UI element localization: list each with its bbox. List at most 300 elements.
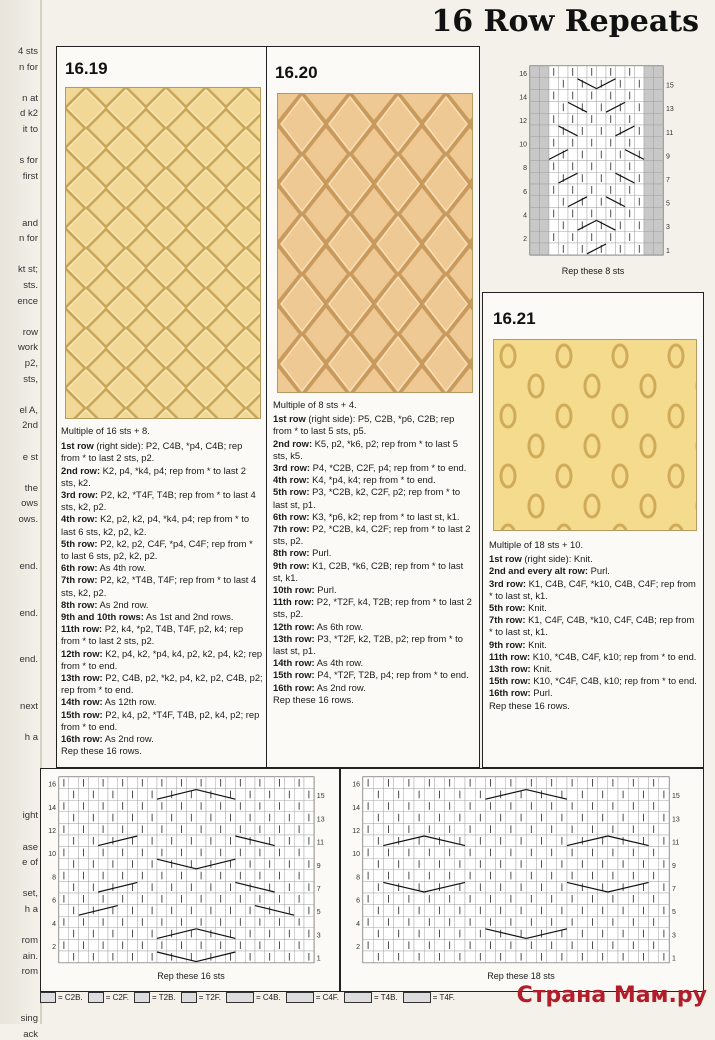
stitch-cell [635, 113, 645, 125]
stitch-cell [226, 847, 236, 859]
stitch-cell [557, 800, 567, 812]
stitch-cell [526, 835, 536, 847]
stitch-cell [294, 951, 304, 963]
row-text: As 4th row. [97, 562, 146, 574]
spine-text-line: next [20, 701, 38, 713]
stitch-cell [137, 812, 147, 824]
stitch-cell [255, 951, 265, 963]
stitch-cell [654, 125, 664, 137]
t2b-symbol-icon [134, 992, 150, 1003]
stitch-cell [516, 939, 526, 951]
spine-text-line: 4 sts [17, 46, 38, 57]
instruction-row [489, 565, 697, 577]
instruction-row [489, 700, 697, 712]
row-number: 9 [666, 153, 670, 161]
spine-text-line: first [22, 170, 38, 182]
stitch-cell [128, 939, 138, 951]
cable-texture [494, 340, 696, 530]
stitch-cell [526, 858, 536, 870]
stitch-cell [536, 823, 546, 835]
stitch-cell [445, 951, 455, 963]
stitch-cell [547, 835, 557, 847]
stitch-cell [638, 823, 648, 835]
stitch-cell [88, 800, 98, 812]
row-label: 4th row: [61, 513, 98, 525]
stitch-cell [69, 893, 79, 905]
stitch-cell [506, 951, 516, 963]
stitch-cell [597, 113, 607, 125]
instruction-row [61, 574, 263, 598]
stitch-cell [186, 939, 196, 951]
stitch-cell [516, 893, 526, 905]
stitch-cell [434, 916, 444, 928]
stitch-cell [485, 812, 495, 824]
row-text: Rep these 16 rows. [489, 699, 570, 711]
stitch-cell [404, 905, 414, 917]
stitch-cell [577, 847, 587, 859]
row-text: Knit. [525, 638, 547, 650]
stitch-cell [606, 243, 616, 255]
stitch-cell [304, 777, 314, 789]
stitch-cell [549, 172, 559, 184]
stitch-cell [373, 777, 383, 789]
stitch-cell [549, 196, 559, 208]
row-number: 15 [672, 793, 680, 801]
stitch-cell [245, 847, 255, 859]
stitch-cell [530, 66, 540, 78]
stitch-cell [167, 893, 177, 905]
spine-text-line: h a [24, 904, 38, 915]
spine-text-line: it to [22, 124, 38, 135]
stitch-cell [547, 881, 557, 893]
stitch-cell [597, 66, 607, 78]
row-number: 12 [48, 828, 56, 835]
stitch-cell [475, 893, 485, 905]
instruction-row [61, 648, 263, 672]
stitch-cell [445, 905, 455, 917]
stitch-cell [567, 858, 577, 870]
stitch-cell [98, 789, 108, 801]
stitch-cell [654, 66, 664, 78]
stitch-cell [628, 928, 638, 940]
stitch-cell [284, 893, 294, 905]
instruction-row [61, 489, 263, 513]
stitch-cell [587, 905, 597, 917]
instruction-row [273, 621, 473, 633]
legend-label: = T4B. [374, 993, 398, 1002]
stitch-cell [445, 928, 455, 940]
stitch-cell [638, 916, 648, 928]
row-text: P2, C4B, p2, *k2, p4, k2, p2, C4B, p2; rep from * to end. [61, 672, 263, 696]
c2f-symbol-icon [88, 992, 104, 1003]
stitch-cell [649, 951, 659, 963]
stitch-cell [577, 800, 587, 812]
stitch-cell [69, 939, 79, 951]
stitch-cell [644, 78, 654, 90]
stitch-cell [549, 101, 559, 113]
stitch-cell [625, 101, 635, 113]
row-text: As 6th row. [314, 620, 364, 632]
row-label: 4th row: [273, 474, 310, 486]
row-text: Rep these 16 rows. [61, 745, 142, 757]
row-text: K1, C4F, C4B, *k10, C4F, C4B; rep from * to last st, k1. [489, 614, 695, 638]
stitch-cell [79, 789, 89, 801]
stitch-cell [536, 939, 546, 951]
stitch-cell [226, 870, 236, 882]
instruction-row [489, 687, 697, 699]
stitch-cell [137, 835, 147, 847]
stitch-cell [536, 870, 546, 882]
stitch-cell [69, 823, 79, 835]
stitch-cell [530, 160, 540, 172]
stitch-cell [88, 777, 98, 789]
stitch-cell [59, 835, 69, 847]
row-label: 3rd row: [489, 577, 526, 589]
stitch-cell [496, 893, 506, 905]
stitch-cell [598, 823, 608, 835]
stitch-cell [547, 951, 557, 963]
stitch-cell [654, 101, 664, 113]
row-text: P2, k4, *p2, T4B, T4F, p2, k4; rep from * to last 2 sts, p2. [61, 623, 244, 647]
stitch-cell [606, 172, 616, 184]
stitch-cell [578, 208, 588, 220]
stitch-cell [98, 951, 108, 963]
stitch-cell [147, 893, 157, 905]
stitch-cell [549, 219, 559, 231]
stitch-cell [654, 243, 664, 255]
instructions-16-19 [61, 425, 263, 757]
spine-text-line: n at [22, 92, 38, 104]
stitch-cell [628, 951, 638, 963]
stitch-cell [434, 870, 444, 882]
stitch-cell [284, 916, 294, 928]
stitch-cell [414, 777, 424, 789]
stitch-cell [394, 800, 404, 812]
stitch-cell [530, 243, 540, 255]
stitch-cell [597, 90, 607, 102]
row-text: P3, *C2B, k2, C2F, p2; rep from * to last st, p1. [273, 486, 461, 510]
stitch-cell [284, 847, 294, 859]
swatch-photo-16-19 [65, 87, 261, 419]
stitch-cell [540, 172, 550, 184]
stitch-cell [547, 858, 557, 870]
row-number: 16 [352, 781, 360, 789]
stitch-cell [559, 113, 569, 125]
stitch-cell [69, 800, 79, 812]
stitch-cell [265, 939, 275, 951]
pattern-id: 16.20 [275, 63, 318, 82]
row-text: Purl. [314, 584, 337, 596]
cable-texture [66, 88, 260, 418]
stitch-cell [275, 928, 285, 940]
stitch-cell [434, 893, 444, 905]
stitch-cell [608, 789, 618, 801]
stitch-cell [373, 847, 383, 859]
stitch-cell [128, 870, 138, 882]
spine-text-line: end. [19, 607, 38, 619]
stitch-cell [137, 858, 147, 870]
stitch-cell [186, 916, 196, 928]
stitch-cell [577, 823, 587, 835]
stitch-cell [654, 113, 664, 125]
legend-item-c2f [88, 992, 129, 1003]
stitch-cell [434, 777, 444, 789]
stitch-cell [616, 208, 626, 220]
pattern-id: 16.21 [493, 309, 536, 328]
stitch-cell [118, 858, 128, 870]
stitch-cell [394, 939, 404, 951]
stitch-cell [294, 812, 304, 824]
stitch-cell [128, 916, 138, 928]
stitch-cell [557, 939, 567, 951]
stitch-cell [598, 800, 608, 812]
stitch-cell [638, 777, 648, 789]
stitch-cell [245, 916, 255, 928]
stitch-cell [88, 893, 98, 905]
stitch-cell [628, 812, 638, 824]
stitch-cell [108, 823, 118, 835]
row-label: 3rd row: [273, 462, 310, 474]
stitch-cell [559, 90, 569, 102]
stitch-cell [506, 905, 516, 917]
stitch-cell [206, 847, 216, 859]
stitch-cell [587, 858, 597, 870]
stitch-cell [414, 800, 424, 812]
stitch-cell [635, 208, 645, 220]
stitch-cell [118, 951, 128, 963]
instruction-row [61, 611, 263, 623]
stitch-cell [644, 172, 654, 184]
stitch-cell [654, 137, 664, 149]
stitch-cell [206, 893, 216, 905]
stitch-cell [530, 231, 540, 243]
stitch-cell [597, 208, 607, 220]
stitch-cell [128, 800, 138, 812]
stitch-cell [616, 231, 626, 243]
row-number: 3 [316, 932, 321, 940]
stitch-cell [587, 149, 597, 161]
stitch-cell [625, 78, 635, 90]
stitch-cell [516, 916, 526, 928]
stitch-cell [618, 800, 628, 812]
instruction-row [273, 560, 473, 584]
stitch-cell [394, 823, 404, 835]
spine-text-line: and [22, 217, 38, 229]
row-number: 3 [666, 224, 670, 232]
swatch-photo-16-20 [277, 93, 473, 393]
stitch-cell [547, 812, 557, 824]
stitch-cell [608, 905, 618, 917]
spine-text-line: d k2 [20, 108, 38, 120]
row-text: P3, *T2F, k2, T2B, p2; rep from * to last st, p1. [273, 632, 463, 657]
row-number: 6 [523, 188, 527, 196]
spine-text-line: end. [19, 654, 38, 666]
stitch-cell [618, 893, 628, 905]
page-title: 16 Row Repeats [431, 4, 699, 39]
stitch-cell [424, 812, 434, 824]
instruction-row [273, 474, 473, 486]
stitch-cell [294, 905, 304, 917]
stitch-cell [526, 905, 536, 917]
row-number: 4 [52, 920, 56, 928]
stitch-cell [59, 789, 69, 801]
stitch-cell [587, 172, 597, 184]
instruction-row [273, 523, 473, 547]
row-text: P4, *C2B, C2F, p4; rep from * to end. [309, 462, 467, 474]
stitch-cell [137, 789, 147, 801]
row-label: 10th row: [273, 584, 315, 596]
stitch-cell [618, 823, 628, 835]
spine-text-line: p2, [24, 358, 38, 369]
row-number: 12 [519, 118, 527, 125]
row-text: As 4th row. [314, 657, 364, 669]
spine-text-line: sing [20, 1013, 38, 1025]
spine-text-line: e st [22, 451, 38, 463]
row-label: 5th row: [273, 486, 310, 498]
stitch-cell [445, 858, 455, 870]
stitch-cell [118, 928, 128, 940]
stitch-cell [618, 847, 628, 859]
row-number: 4 [356, 920, 360, 928]
row-label: 2nd row: [273, 437, 313, 449]
spine-text-line: end. [19, 560, 38, 572]
spine-text-line: kt st; [17, 264, 38, 276]
stitch-cell [644, 243, 654, 255]
stitch-cell [530, 172, 540, 184]
row-number: 5 [666, 200, 670, 208]
stitch-cell [424, 858, 434, 870]
stitch-cell [506, 835, 516, 847]
row-text: P2, k2, *T4B, T4F; rep from * to last 4 sts, k2, p2. [61, 574, 257, 598]
row-number: 8 [356, 874, 360, 882]
row-number: 8 [52, 874, 56, 882]
stitch-cell [147, 823, 157, 835]
stitch-cell [526, 951, 536, 963]
stitch-cell [235, 858, 245, 870]
row-label: 3rd row: [61, 489, 98, 501]
stitch-cell [414, 893, 424, 905]
legend-label: = C2F. [105, 993, 130, 1002]
instruction-row [489, 663, 697, 675]
spine-text-line: n for [18, 61, 38, 73]
multiple-text: Multiple of 8 sts + 4. [273, 399, 357, 410]
stitch-cell [549, 78, 559, 90]
stitch-cell [424, 951, 434, 963]
stitch-cell [59, 951, 69, 963]
stitch-cell [455, 893, 465, 905]
row-number: 4 [523, 212, 527, 220]
stitch-cell [597, 137, 607, 149]
instruction-row [61, 623, 263, 647]
stitch-cell [577, 893, 587, 905]
row-text: K10, *C4F, C4B, k10; rep from * to end. [530, 675, 697, 687]
stitch-cell [530, 219, 540, 231]
stitch-cell [557, 916, 567, 928]
stitch-cell [414, 847, 424, 859]
stitch-cell [394, 777, 404, 789]
stitch-cell [618, 916, 628, 928]
row-label: 2nd row: [61, 464, 101, 476]
stitch-cell [404, 812, 414, 824]
t4b-symbol-icon [344, 992, 372, 1003]
pattern-id: 16.19 [65, 59, 108, 78]
row-text: As 1st and 2nd rows. [143, 611, 234, 623]
row-label: 12th row: [61, 647, 103, 659]
stitch-cell [644, 137, 654, 149]
stitch-cell [445, 812, 455, 824]
stitch-cell [618, 939, 628, 951]
previous-page-edge [0, 0, 42, 1040]
row-number: 7 [672, 886, 676, 893]
stitch-cell [578, 231, 588, 243]
stitch-cell [186, 823, 196, 835]
stitch-cell [608, 812, 618, 824]
instruction-row [273, 694, 473, 706]
stitch-cell [638, 939, 648, 951]
stitch-cell [659, 916, 669, 928]
stitch-cell [659, 939, 669, 951]
row-text: P2, *T2F, k4, T2B; rep from * to last 2 sts, p2. [273, 596, 472, 620]
stitch-cell [644, 90, 654, 102]
stitch-cell [649, 881, 659, 893]
row-number: 15 [316, 793, 325, 801]
stitch-cell [496, 777, 506, 789]
row-number: 5 [316, 909, 321, 917]
instruction-row [61, 672, 263, 696]
instruction-row [61, 562, 263, 574]
row-text: K1, C2B, *k6, C2B; rep from * to last st, k1. [273, 559, 464, 583]
stitch-cell [635, 160, 645, 172]
stitch-cell [608, 858, 618, 870]
row-number: 1 [316, 955, 321, 963]
stitch-cell [363, 858, 373, 870]
chart-caption-16-19: Rep these 16 sts [157, 971, 225, 981]
stitch-cell [578, 90, 588, 102]
stitch-cell [147, 870, 157, 882]
stitch-cell [598, 777, 608, 789]
row-number: 14 [352, 804, 360, 812]
stitch-cell [568, 149, 578, 161]
stitch-cell [206, 800, 216, 812]
stitch-cell [516, 777, 526, 789]
instruction-row [61, 733, 263, 745]
stitch-cell [147, 916, 157, 928]
stitch-cell [424, 789, 434, 801]
cable-texture [278, 94, 472, 392]
row-number: 14 [519, 94, 527, 102]
instruction-row [273, 596, 473, 620]
stitch-cell [177, 835, 187, 847]
c2b-symbol-icon [40, 992, 56, 1003]
spine-text-line: set, [22, 888, 38, 900]
row-number: 3 [672, 932, 676, 940]
stitch-cell [206, 916, 216, 928]
stitch-cell [69, 916, 79, 928]
instruction-row [489, 651, 697, 663]
row-label: 9th row: [273, 559, 310, 571]
stitch-cell [255, 928, 265, 940]
stitch-cell [255, 812, 265, 824]
stitch-cell [654, 172, 664, 184]
row-label: 15th row: [273, 669, 315, 681]
row-text: As 2nd row. [102, 733, 154, 745]
stitch-cell [638, 800, 648, 812]
stitch-cell [628, 905, 638, 917]
stitch-cell [206, 777, 216, 789]
stitch-cell [177, 812, 187, 824]
stitch-cell [496, 847, 506, 859]
row-label: 11th row: [489, 650, 531, 662]
